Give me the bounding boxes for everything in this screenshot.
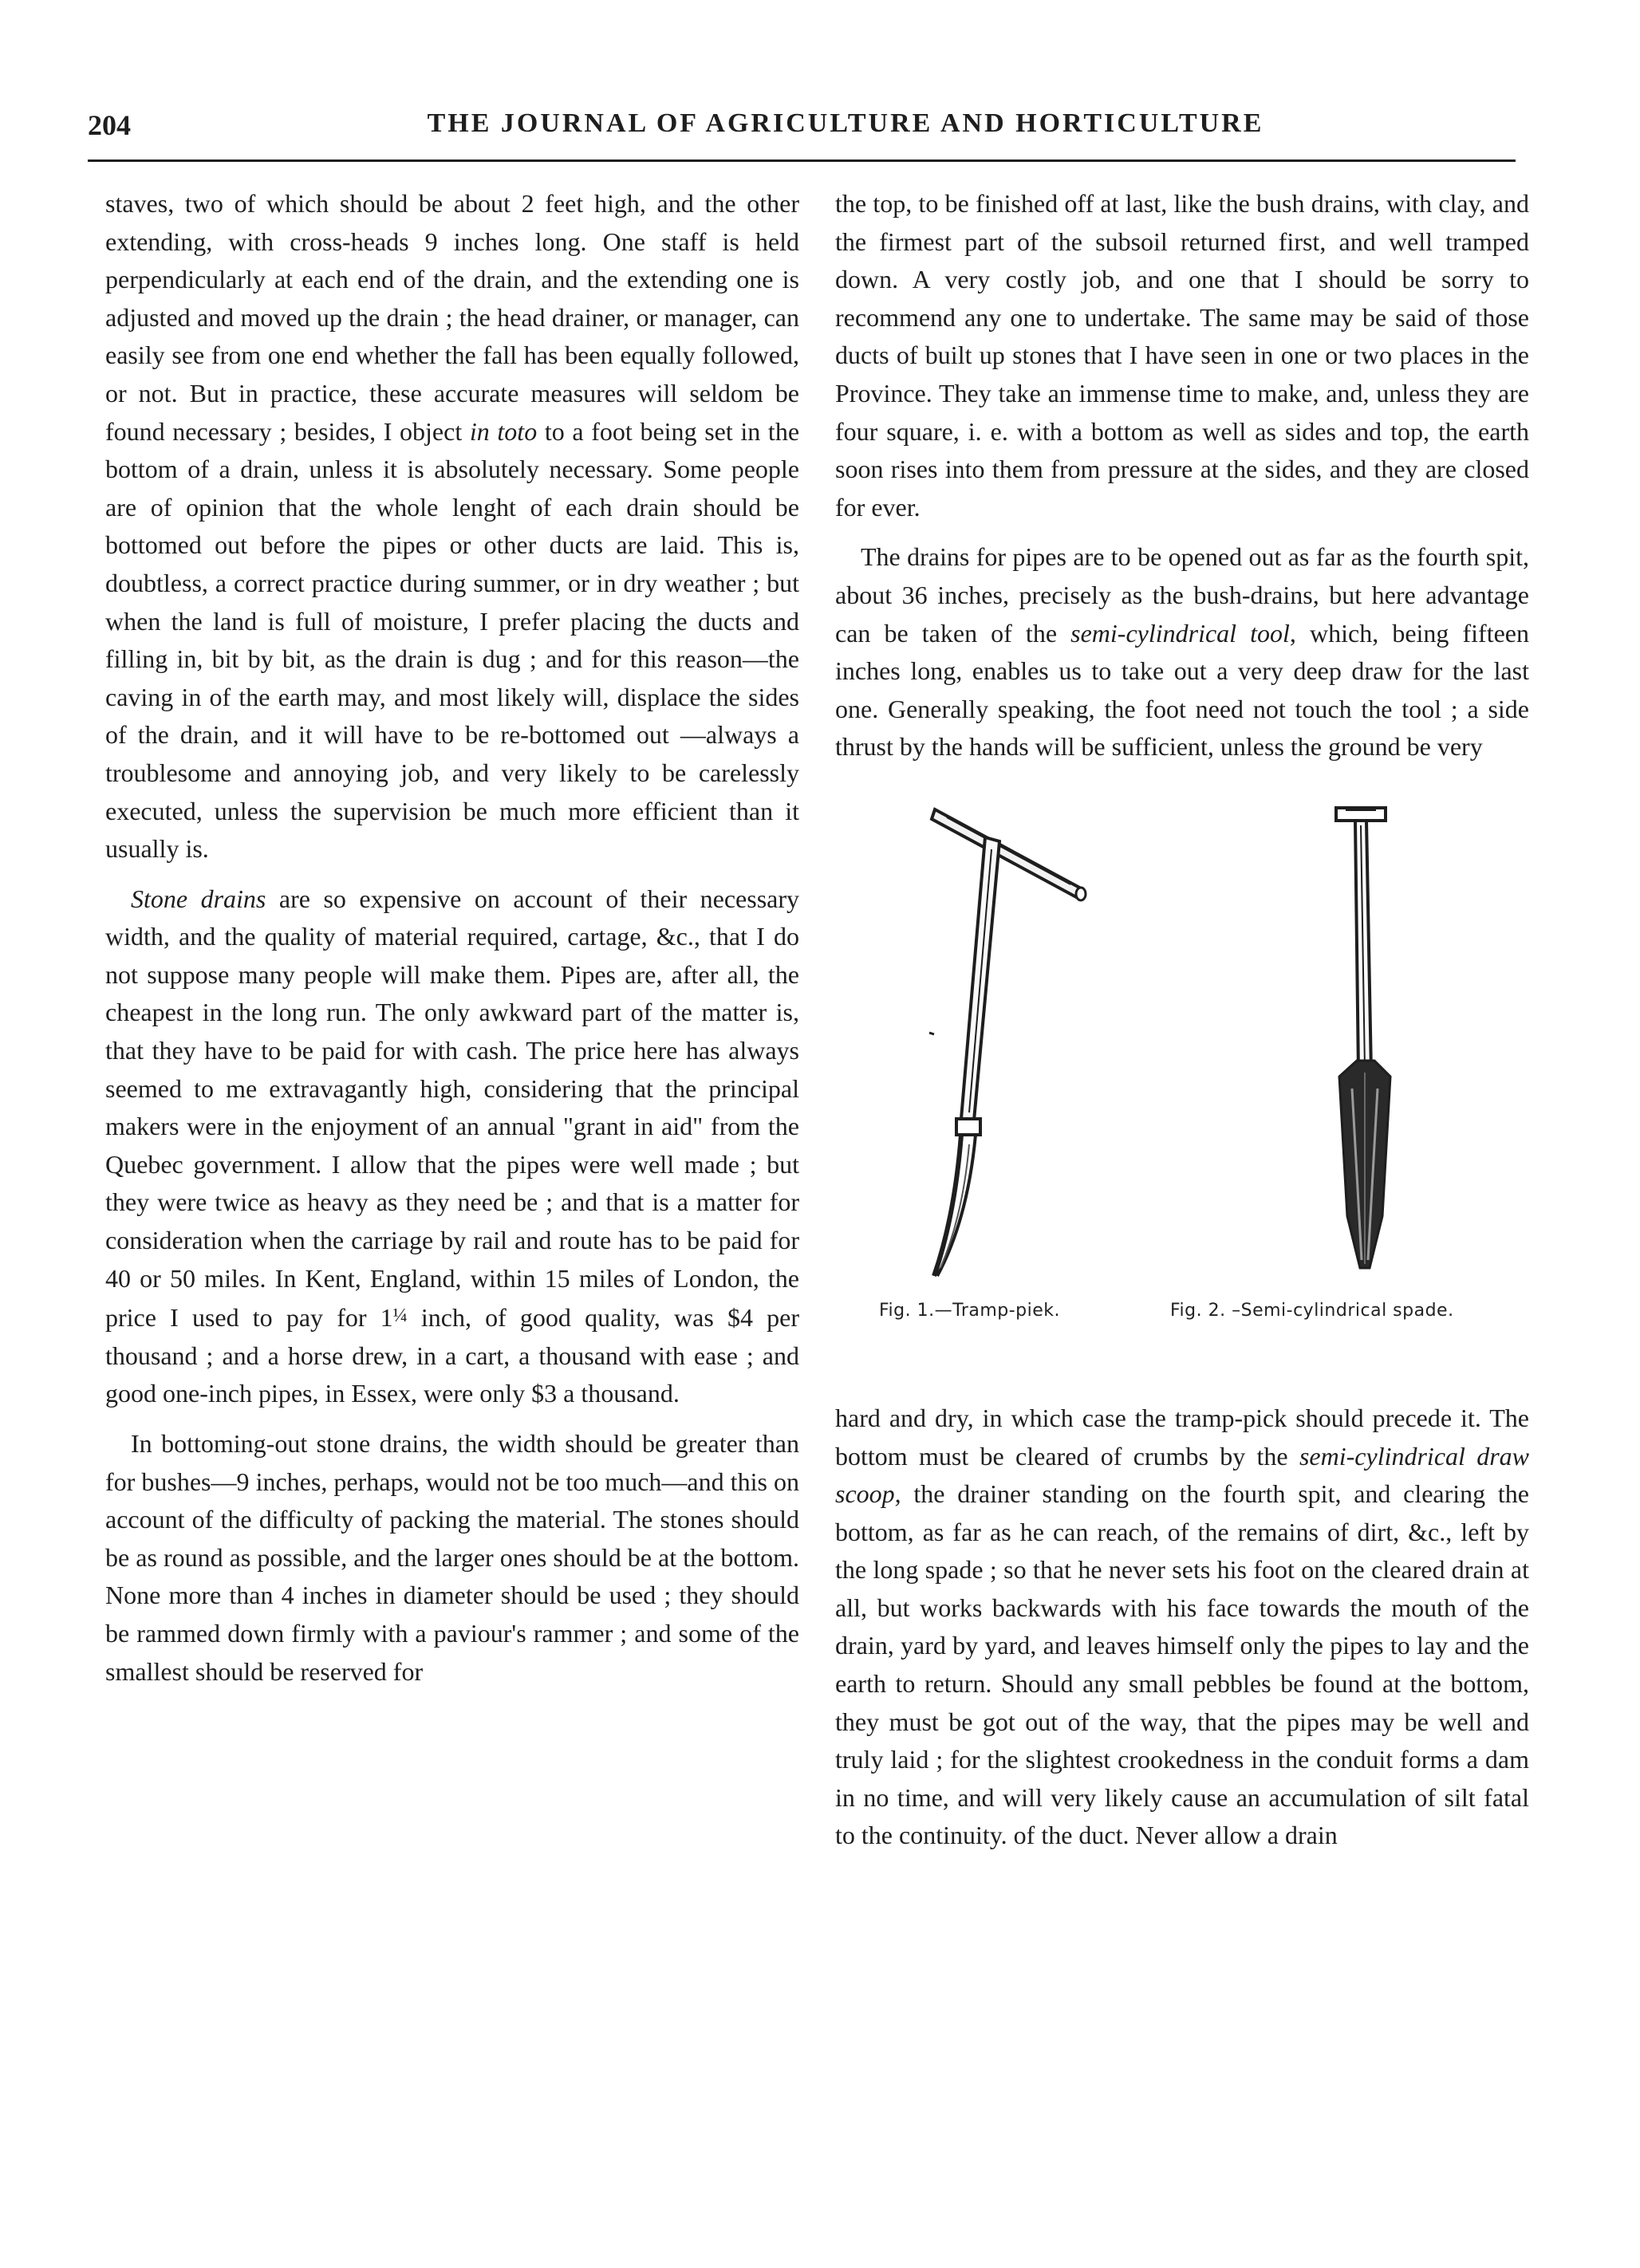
text-run: are so expensive on account of their necessary width, and the quality of material required, cartage, &c., that I do not suppose many people will make them. Pipes are, after all, the cheapest in the long run. The only awkward part of the matter is, that they have to be paid for with cash. The price here has always seemed to me extravagantly high, considering that the principal makers were in the enjoyment of an annual "grant in aid" from the Quebec government. I allow that the pipes were well made ; but they were twice as heavy as they need be ; and that is a matter for consideration when the carriage by rail and route has to be paid for 40 or 50 miles. In Kent, England, within 15 miles of London, the price I used to pay for 1 xyxy=(105,884,800,1333)
tramp-pick-illustration xyxy=(923,801,1114,1280)
left-column xyxy=(105,185,799,1691)
paragraph: the top, to be finished off at last, like the bush drains, with clay, and the firmest part of the subsoil returned first, and well tramped down. A very costly job, and one that I should be sorry to recommend any one to undertake. The same may be said of those ducts of built up stones that I have seen in one or two places in the Province. They take an immense time to make, and, unless they are four square, i. e. with a bottom as well as sides and top, the earth soon rises into them from pressure at the sides, and they are closed for ever. xyxy=(835,189,1529,522)
text-run: inch, of good quality, was $4 per thousand ; and a horse drew, in a cart, a thousand with ease ; and good one-inch pipes, in Essex, were only $3 a thousand. xyxy=(105,1303,800,1408)
fraction: ¼ xyxy=(392,1305,408,1327)
page-number: 204 xyxy=(88,109,131,141)
paragraph xyxy=(105,880,799,1413)
figure-2-caption: Fig. 2. –Semi-cylindrical spade. xyxy=(1170,1300,1454,1321)
text-run: which, being fifteen inches long, enables us to take out a very deep draw for the last one. Generally speaking, the foot need not touch the tool ; a side thrust by the hands will be sufficient, unless the ground be very xyxy=(835,618,1530,762)
paragraph xyxy=(835,1400,1529,1855)
text-run: the drainer standing on the fourth spit, and clearing the bottom, as far as he can reach, of the remains of dirt, &c., left by the long spade ; so that he never sets his foot on the cleared drain at all, but works backwards with his face towards the mouth of the drain, yard by yard, and leaves himself only the pipes to lay and the earth to return. Should any small pebbles be found at the bottom, they must be got out of the way, that the pipes may be well and truly laid ; for the slightest crookedness in the conduit forms a dam in no time, and will very likely cause an accumulation of silt fatal to the continuity. of the duct. Never allow a drain xyxy=(835,1479,1530,1850)
paragraph: In bottoming-out stone drains, the width should be greater than for bushes—9 inches, perhaps, would not be too much—and this on account of the difficulty of packing the material. The stones should be as round as possible, and the larger ones should be at the bottom. None more than 4 inches in diameter should be used ; they should be rammed down firmly with a paviour's rammer ; and some of the smallest should be reserved for xyxy=(105,1429,799,1686)
text-run: The drains for pipes are to be opened out as far as the fourth spit, about 36 inches, precisely as the bush-drains, but here advantage can be taken of the xyxy=(835,542,1529,648)
header-rule xyxy=(88,159,1516,162)
italic-text: semi-cylindrical tool, xyxy=(1070,618,1296,648)
page-header xyxy=(88,108,1516,156)
figures xyxy=(835,801,1529,1400)
figure-1-caption: Fig. 1.—Tramp-piek. xyxy=(879,1300,1061,1321)
italic-text: in toto xyxy=(469,416,538,446)
paragraph xyxy=(105,185,799,868)
italic-text: semi-cylindrical draw scoop, xyxy=(835,1441,1530,1509)
semi-cylindrical-spade-illustration xyxy=(1322,801,1409,1280)
right-column xyxy=(835,185,1529,1855)
text-run: staves, two of which should be about 2 feet high, and the other extending, with cross-heads 9 inches long. One staff is held perpendicularly at each end of the drain, and the extending one is adjusted and moved up the drain ; the head drainer, or manager, can easily see from one end whether the fall has been equally followed, or not. But in practice, these accurate measures will seldom be found necessary ; besides, I object xyxy=(105,189,799,446)
journal-title: THE JOURNAL OF AGRICULTURE AND HORTICULTURE xyxy=(427,108,1264,138)
italic-text: Stone drains xyxy=(131,884,266,913)
text-run: to a foot being set in the bottom of a drain, unless it is absolutely necessary. Some people are of opinion that the whole lenght of each drain should be bottomed out before the pipes or other ducts are laid. This is, doubtless, a correct practice during summer, or in dry weather ; but when the land is full of moisture, I prefer placing the ducts and filling in, bit by bit, as the drain is dug ; and for this reason—the caving in of the earth may, and most likely will, displace the sides of the drain, and it will have to be re-bottomed out —always a troublesome and annoying job, and very likely to be carelessly executed, unless the supervision be much more efficient than it usually is. xyxy=(105,416,800,864)
text-run: hard and dry, in which case the tramp-pick should precede it. The bottom must be cleared of crumbs by the xyxy=(835,1403,1529,1471)
paragraph xyxy=(835,538,1529,766)
